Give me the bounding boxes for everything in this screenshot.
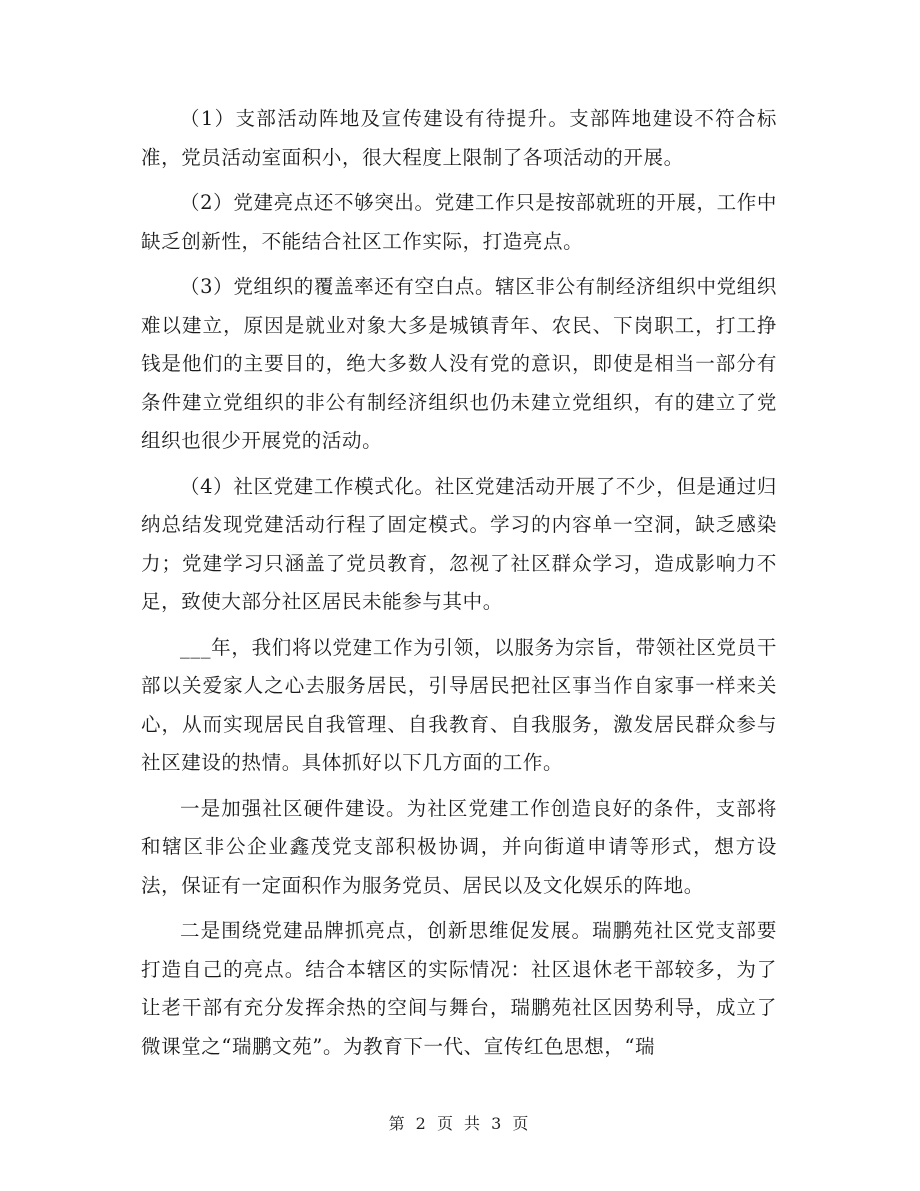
- paragraph-3: （3）党组织的覆盖率还有空白点。辖区非公有制经济组织中党组织难以建立，原因是就业对象大多是城镇青年、农民、下岗职工，打工挣钱是他们的主要目的，绝大多数人没有党的意识，即使是相当一部分有条件建立党组织的非公有制经济组织也仍未建立党组织，有的建立了党组织也很少开展党的活动。: [141, 275, 777, 452]
- paragraph-2: （2）党建亮点还不够突出。党建工作只是按部就班的开展，工作中缺乏创新性，不能结合社区工作实际，打造亮点。: [141, 191, 777, 253]
- paragraph-6: 一是加强社区硬件建设。为社区党建工作创造良好的条件，支部将和辖区非公企业鑫茂党支部积极协调，并向街道申请等形式，想方设法，保证有一定面积作为服务党员、居民以及文化娱乐的阵地。: [141, 796, 777, 897]
- paragraph-1: （1）支部活动阵地及宣传建设有待提升。支部阵地建设不符合标准，党员活动室面积小，很大程度上限制了各项活动的开展。: [141, 107, 777, 169]
- page-number-footer: 第 2 页 共 3 页: [388, 1114, 532, 1133]
- paragraph-7: 二是围绕党建品牌抓亮点，创新思维促发展。瑞鹏苑社区党支部要打造自己的亮点。结合本辖区的实际情况：社区退休老干部较多，为了让老干部有充分发挥余热的空间与舞台，瑞鹏苑社区因势利导，成立了微课堂之“瑞鹏文苑”。为教育下一代、宣传红色思想，“瑞: [141, 919, 777, 1058]
- paragraph-5: ___年，我们将以党建工作为引领，以服务为宗旨，带领社区党员干部以关爱家人之心去服务居民，引导居民把社区事当作自家事一样来关心，从而实现居民自我管理、自我教育、自我服务，激发居民群众参与社区建设的热情。具体抓好以下几方面的工作。: [141, 635, 777, 774]
- document-body: [141, 100, 777, 1073]
- paragraph-4: （4）社区党建工作模式化。社区党建活动开展了不少，但是通过归纳总结发现党建活动行程了固定模式。学习的内容单一空洞，缺乏感染力；党建学习只涵盖了党员教育，忽视了社区群众学习，造成影响力不足，致使大部分社区居民未能参与其中。: [141, 474, 777, 613]
